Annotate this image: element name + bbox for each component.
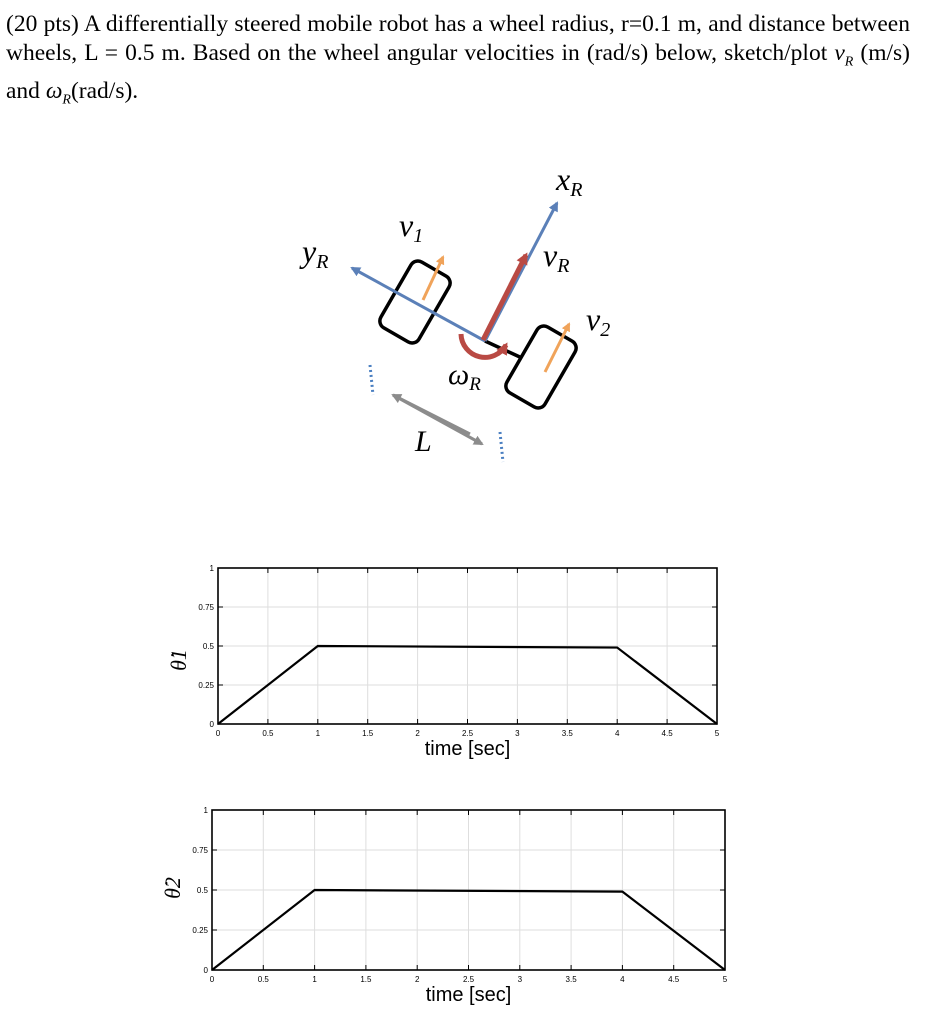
x-tick-label: 0 [215,729,221,738]
chart-1 [166,564,720,760]
y-tick-label: 0.5 [202,642,214,651]
x-tick-label: 1 [312,975,317,984]
y-tick-label: 0.5 [196,886,208,895]
chart-2 [160,806,728,1006]
x-tick-label: 2.5 [462,975,475,984]
y-axis-label: θ̇1 [166,649,191,671]
x-tick-label: 2 [414,975,420,984]
L-label: L [415,425,432,458]
y-axis-label: θ̇2 [160,877,185,899]
unit-rads: (rad/s). [70,77,139,104]
x-tick-label: 4.5 [668,975,680,984]
y-tick-label: 0.75 [192,846,208,855]
unit-ms: (m/s) and [6,40,910,104]
y-tick-label: 1 [203,806,208,815]
x-tick-label: 2.5 [461,729,474,738]
yR-label: yR [302,233,329,273]
x-tick-label: 1.5 [360,975,372,984]
vR-label: vR [543,237,570,277]
x-tick-label: 2 [415,729,420,738]
x-tick-label: 3 [517,975,523,984]
x-tick-label: 0.5 [262,729,274,738]
v2-label: v2 [586,301,611,341]
y-tick-label: 0.25 [192,926,208,935]
y-tick-label: 0.75 [198,603,214,612]
x-tick-label: 4 [620,975,625,984]
x-tick-label: 5 [714,729,720,738]
y-tick-label: 1 [209,564,214,573]
y-tick-label: 0 [209,720,214,729]
x-axis-label: time [sec] [424,738,511,760]
wR-label: $\omega_R$ [448,358,481,395]
x-tick-label: 3 [515,729,520,738]
x-tick-label: 1 [315,729,321,738]
x-tick-label: 4.5 [661,729,673,738]
y-tick-label: 0.25 [198,681,214,690]
x-tick-label: 3.5 [561,729,573,738]
y-tick-label: 0 [203,966,208,975]
x-axis-label: time [sec] [425,984,512,1006]
x-tick-label: 3.5 [565,975,577,984]
vR-symbol: $v_R$ [834,40,854,70]
problem-points: (20 pts) [6,11,79,37]
x-tick-label: 0 [209,975,215,984]
x-tick-label: 4 [614,729,620,738]
v1-label: v1 [399,207,424,247]
xR-label: xR [556,161,583,201]
x-tick-label: 1.5 [362,729,374,738]
x-tick-label: 0.5 [257,975,269,984]
x-tick-label: 5 [722,975,728,984]
wR-symbol: $\omega_R$ [45,77,71,108]
problem-text: A differentially steered mobile robot has a wheel radius, r=0.1 m, and distance between wheels, L = 0.5 m. Based on the wheel angular velocities in (rad/s) below, sketch/plot [6,11,910,66]
